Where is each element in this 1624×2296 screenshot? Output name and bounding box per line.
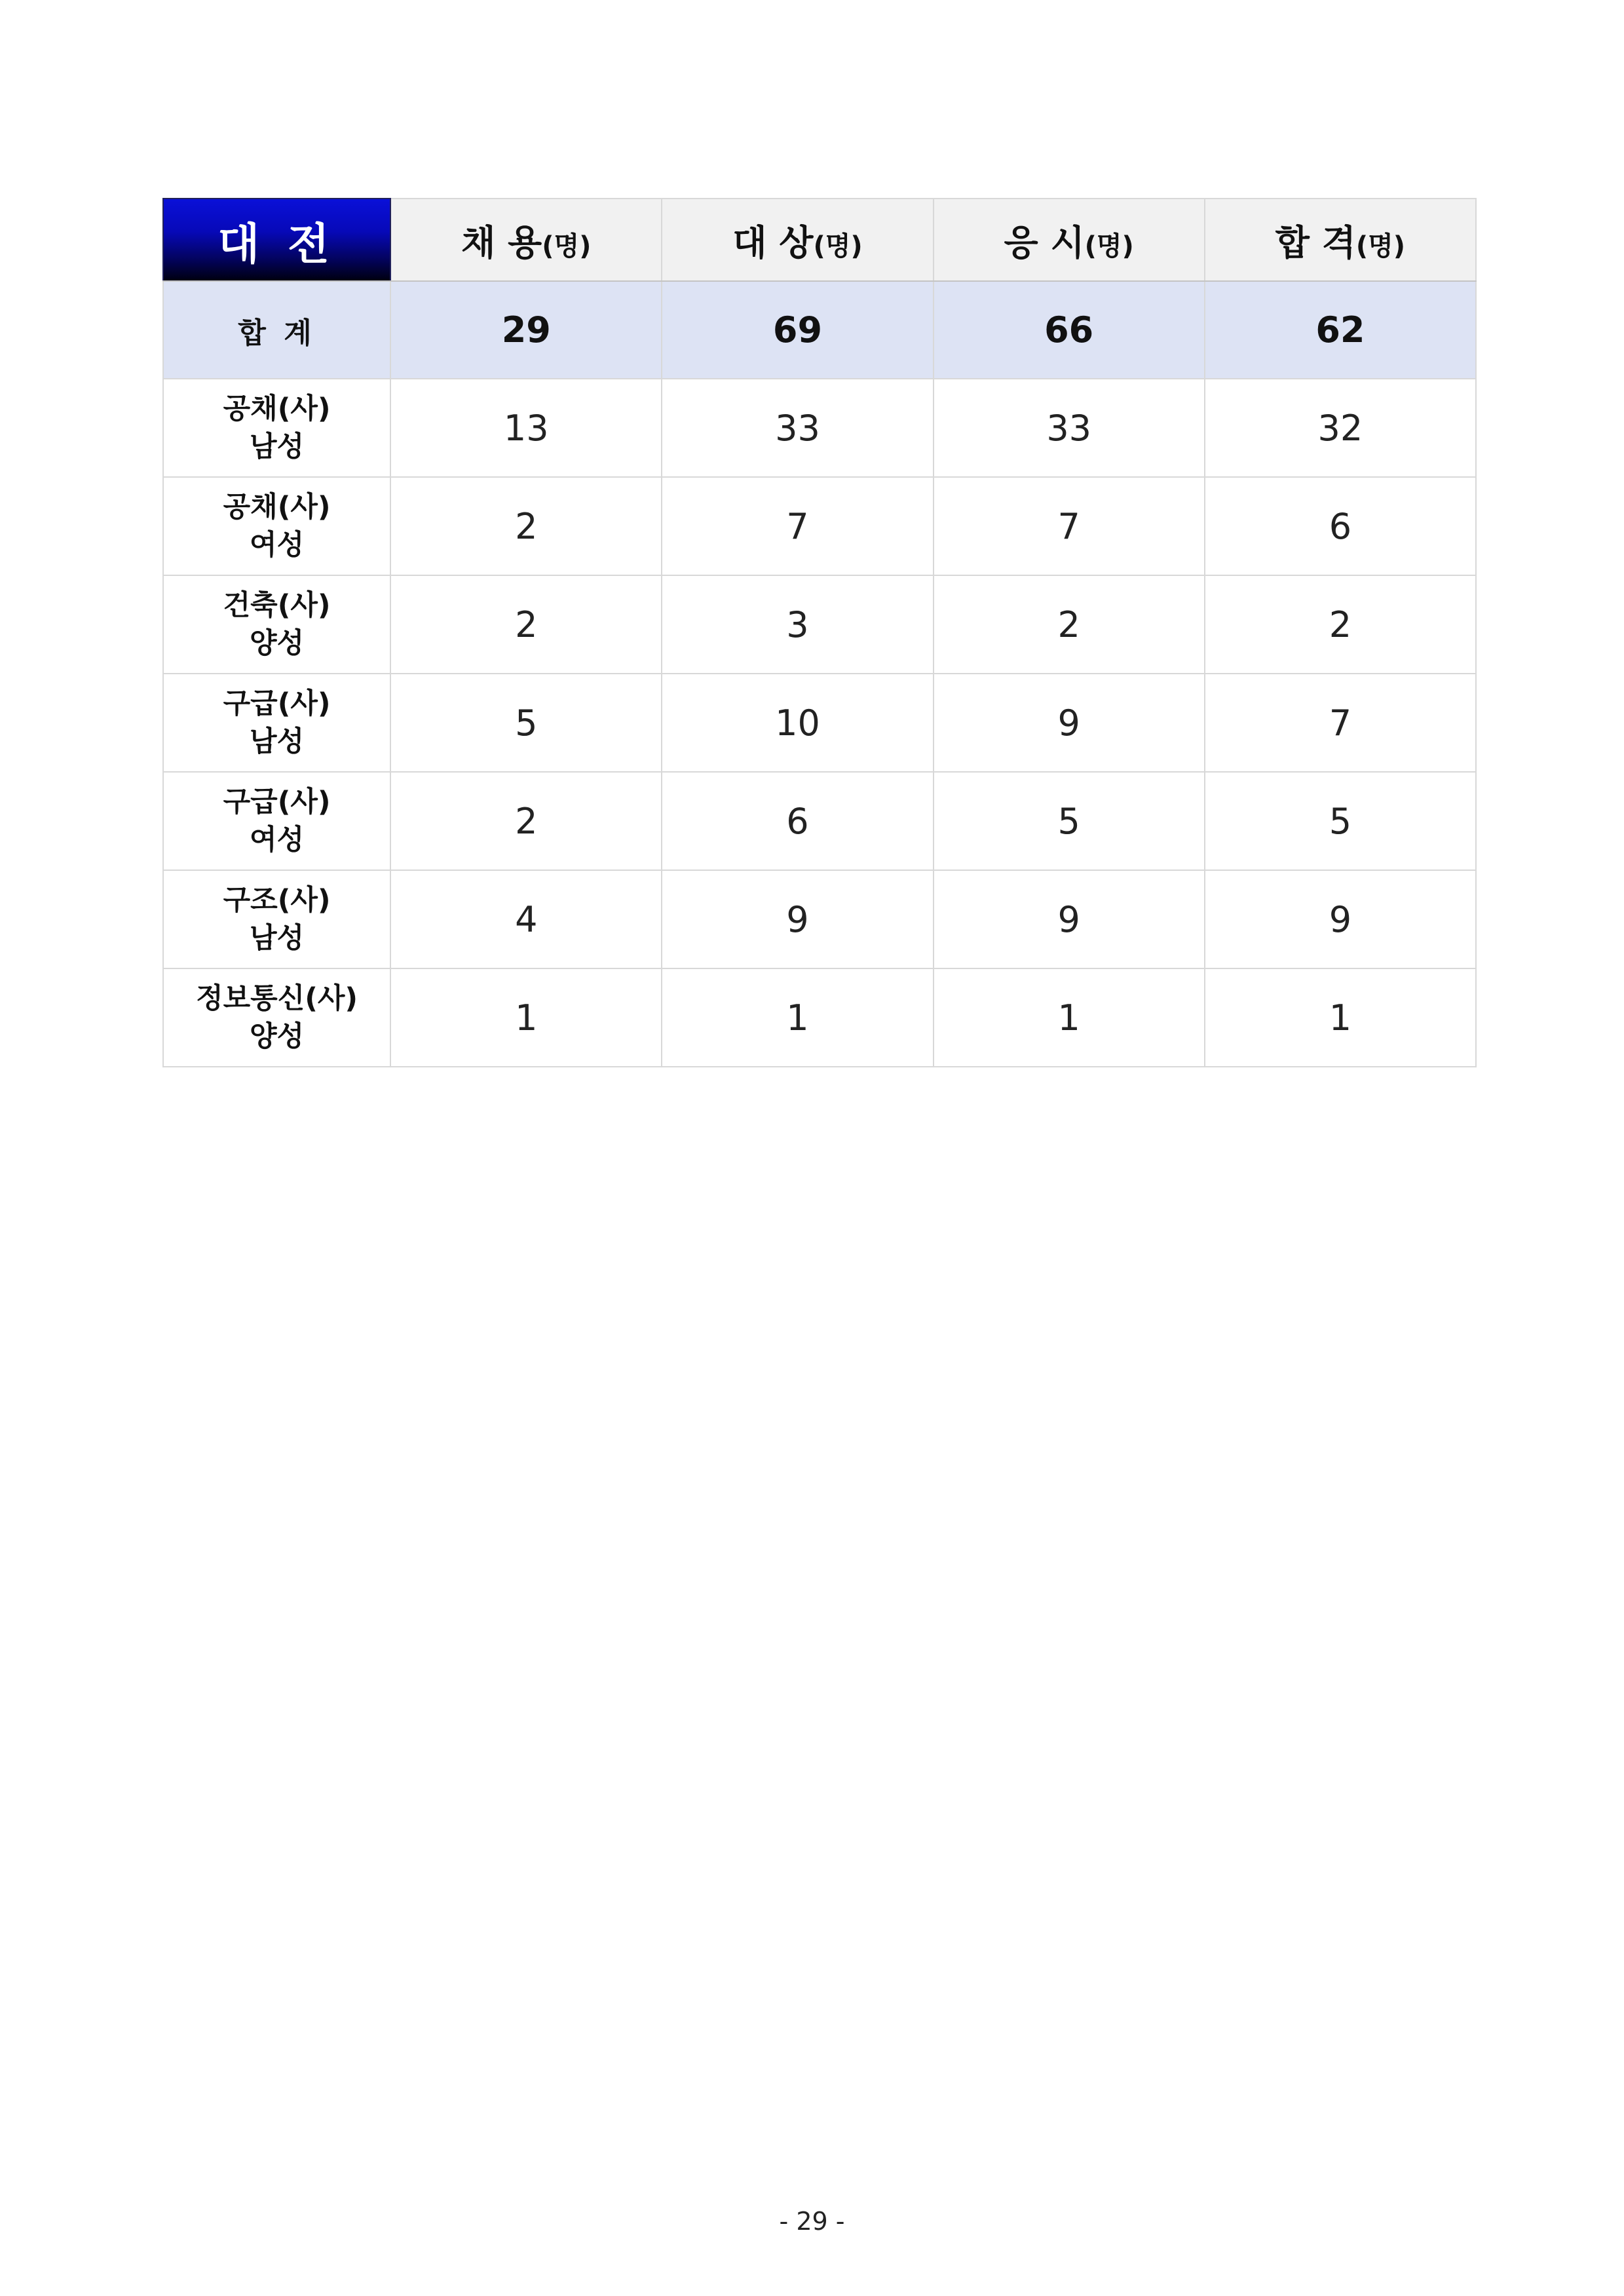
row-label-category: 공채(사)	[223, 392, 331, 425]
hires-value: 2	[390, 772, 662, 870]
row-label	[163, 968, 390, 1067]
column-header-unit: (명)	[1355, 231, 1406, 261]
header-row	[163, 199, 1476, 281]
row-label-category: 구급(사)	[223, 687, 331, 720]
total-hires-value: 29	[390, 281, 662, 379]
column-header-label: 대 상	[732, 221, 814, 263]
hires-value: 13	[390, 379, 662, 477]
table-row	[163, 968, 1476, 1067]
table-row	[163, 772, 1476, 870]
target-value: 10	[662, 674, 933, 772]
applicants-value: 9	[934, 870, 1205, 968]
total-label: 합 계	[163, 281, 390, 379]
row-label-gender: 여성	[250, 529, 305, 562]
applicants-value: 7	[934, 477, 1205, 575]
total-passed-value: 62	[1205, 281, 1476, 379]
passed-value: 2	[1205, 575, 1476, 674]
table-row	[163, 674, 1476, 772]
row-label	[163, 772, 390, 870]
column-header-applicants	[934, 199, 1205, 281]
applicants-value: 33	[934, 379, 1205, 477]
row-label	[163, 674, 390, 772]
column-header-hires	[390, 199, 662, 281]
column-header-passed	[1205, 199, 1476, 281]
hires-value: 5	[390, 674, 662, 772]
passed-value: 5	[1205, 772, 1476, 870]
hires-value: 1	[390, 968, 662, 1067]
row-label-category: 구급(사)	[223, 786, 331, 818]
row-label-gender: 남성	[250, 725, 305, 758]
passed-value: 6	[1205, 477, 1476, 575]
row-label-gender: 양성	[250, 627, 305, 660]
passed-value: 9	[1205, 870, 1476, 968]
total-row	[163, 281, 1476, 379]
target-value: 3	[662, 575, 933, 674]
passed-value: 7	[1205, 674, 1476, 772]
row-label-gender: 여성	[250, 824, 305, 856]
hires-value: 2	[390, 477, 662, 575]
hires-value: 2	[390, 575, 662, 674]
row-label-gender: 남성	[250, 430, 305, 463]
target-value: 1	[662, 968, 933, 1067]
row-label-gender: 남성	[250, 922, 305, 955]
row-label	[163, 870, 390, 968]
column-header-label: 합 격	[1275, 221, 1356, 263]
target-value: 9	[662, 870, 933, 968]
applicants-value: 2	[934, 575, 1205, 674]
target-value: 7	[662, 477, 933, 575]
total-applicants-value: 66	[934, 281, 1205, 379]
passed-value: 1	[1205, 968, 1476, 1067]
row-label-category: 구조(사)	[223, 884, 331, 917]
table-row	[163, 575, 1476, 674]
applicants-value: 9	[934, 674, 1205, 772]
column-header-label: 응 시	[1004, 221, 1085, 263]
row-label-gender: 양성	[250, 1020, 305, 1053]
row-label-category: 공채(사)	[223, 491, 331, 524]
row-label	[163, 477, 390, 575]
target-value: 6	[662, 772, 933, 870]
row-label-category: 정보통신(사)	[196, 982, 358, 1015]
column-header-target	[662, 199, 933, 281]
column-header-unit: (명)	[1084, 231, 1134, 261]
applicants-value: 1	[934, 968, 1205, 1067]
table-row	[163, 379, 1476, 477]
column-header-unit: (명)	[542, 231, 592, 261]
row-label-category: 건축(사)	[223, 589, 331, 622]
page-number: - 29 -	[779, 2207, 845, 2236]
recruitment-table	[162, 198, 1477, 1067]
row-label	[163, 575, 390, 674]
table-row	[163, 477, 1476, 575]
passed-value: 32	[1205, 379, 1476, 477]
total-target-value: 69	[662, 281, 933, 379]
column-header-unit: (명)	[813, 231, 863, 261]
recruitment-table-container	[162, 198, 1477, 1067]
row-label	[163, 379, 390, 477]
hires-value: 4	[390, 870, 662, 968]
column-header-label: 채 용	[461, 221, 542, 263]
region-header-cell: 대 전	[163, 199, 390, 281]
target-value: 33	[662, 379, 933, 477]
table-row	[163, 870, 1476, 968]
applicants-value: 5	[934, 772, 1205, 870]
